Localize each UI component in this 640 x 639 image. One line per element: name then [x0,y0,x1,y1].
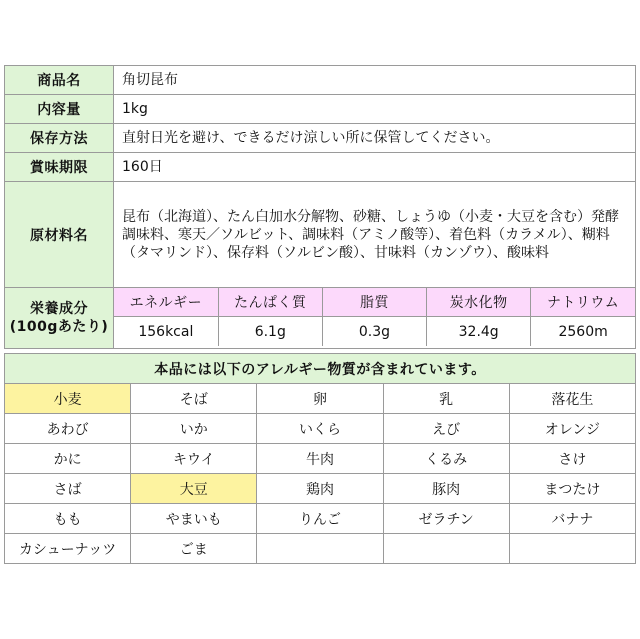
allergen-title: 本品には以下のアレルギー物質が含まれています。 [5,354,636,384]
allergen-cell: いくら [257,414,383,444]
expiry-value: 160日 [114,153,636,182]
allergen-cell-soybean: 大豆 [131,474,257,504]
allergen-cell: バナナ [509,504,635,534]
nutrition-cell [114,288,636,349]
allergen-cell: まつたけ [509,474,635,504]
volume-label: 内容量 [5,95,114,124]
product-name-value: 角切昆布 [114,66,636,95]
nutrition-header-energy: エネルギー [114,288,218,317]
nutrition-header-carbs: 炭水化物 [427,288,531,317]
ingredients-row [5,182,636,288]
allergen-cell: 牛肉 [257,444,383,474]
allergen-cell: くるみ [383,444,509,474]
nutrition-header-protein: たんぱく質 [218,288,322,317]
nutrition-value-fat: 0.3g [322,317,426,347]
allergen-row [5,534,636,564]
allergen-cell: えび [383,414,509,444]
allergen-cell: いか [131,414,257,444]
allergen-cell-empty [383,534,509,564]
allergen-cell: そば [131,384,257,414]
expiry-row [5,153,636,182]
allergen-cell: さば [5,474,131,504]
allergen-cell: やまいも [131,504,257,534]
allergen-cell: ごま [131,534,257,564]
storage-row [5,124,636,153]
allergen-cell: キウイ [131,444,257,474]
nutrition-label [5,288,114,349]
storage-label: 保存方法 [5,124,114,153]
allergen-cell: カシューナッツ [5,534,131,564]
allergen-row [5,474,636,504]
allergen-cell: 乳 [383,384,509,414]
allergen-cell: 卵 [257,384,383,414]
allergen-cell: 豚肉 [383,474,509,504]
nutrition-values-row [114,317,635,347]
expiry-label: 賞味期限 [5,153,114,182]
allergen-title-row [5,354,636,384]
allergen-cell: オレンジ [509,414,635,444]
allergen-row [5,384,636,414]
storage-value: 直射日光を避け、できるだけ涼しい所に保管してください。 [114,124,636,153]
allergen-cell: 鶏肉 [257,474,383,504]
nutrition-value-sodium: 2560m [531,317,635,347]
allergen-cell: かに [5,444,131,474]
product-name-row [5,66,636,95]
allergen-row [5,444,636,474]
allergen-cell-wheat: 小麦 [5,384,131,414]
allergen-cell: あわび [5,414,131,444]
allergen-cell: もも [5,504,131,534]
volume-value: 1kg [114,95,636,124]
nutrition-header-sodium: ナトリウム [531,288,635,317]
nutrition-value-carbs: 32.4g [427,317,531,347]
nutrition-header-fat: 脂質 [322,288,426,317]
nutrition-header-row [114,288,635,317]
nutrition-value-protein: 6.1g [218,317,322,347]
allergen-row [5,504,636,534]
allergen-cell: 落花生 [509,384,635,414]
allergen-cell-empty [257,534,383,564]
nutrition-table [114,288,635,346]
allergen-row [5,414,636,444]
nutrition-row [5,288,636,349]
nutrition-label-line2: (100gあたり) [9,319,109,335]
allergen-cell: りんご [257,504,383,534]
product-info-table [4,65,636,349]
allergen-table [4,353,636,564]
nutrition-value-energy: 156kcal [138,323,194,340]
allergen-cell: ゼラチン [383,504,509,534]
nutrition-label-line1: 栄養成分 [30,301,88,317]
allergen-cell: さけ [509,444,635,474]
ingredients-value: 昆布（北海道）、たん白加水分解物、砂糖、しょうゆ（小麦・大豆を含む）発酵調味料、寒天／ソルビット、調味料（アミノ酸等）、着色料（カラメル）、糊料（タマリンド）、保存料（ソルビン酸）、甘味料（カンゾウ）、酸味料 [114,182,636,288]
volume-row [5,95,636,124]
ingredients-label: 原材料名 [5,182,114,288]
allergen-cell-empty [509,534,635,564]
product-name-label: 商品名 [5,66,114,95]
